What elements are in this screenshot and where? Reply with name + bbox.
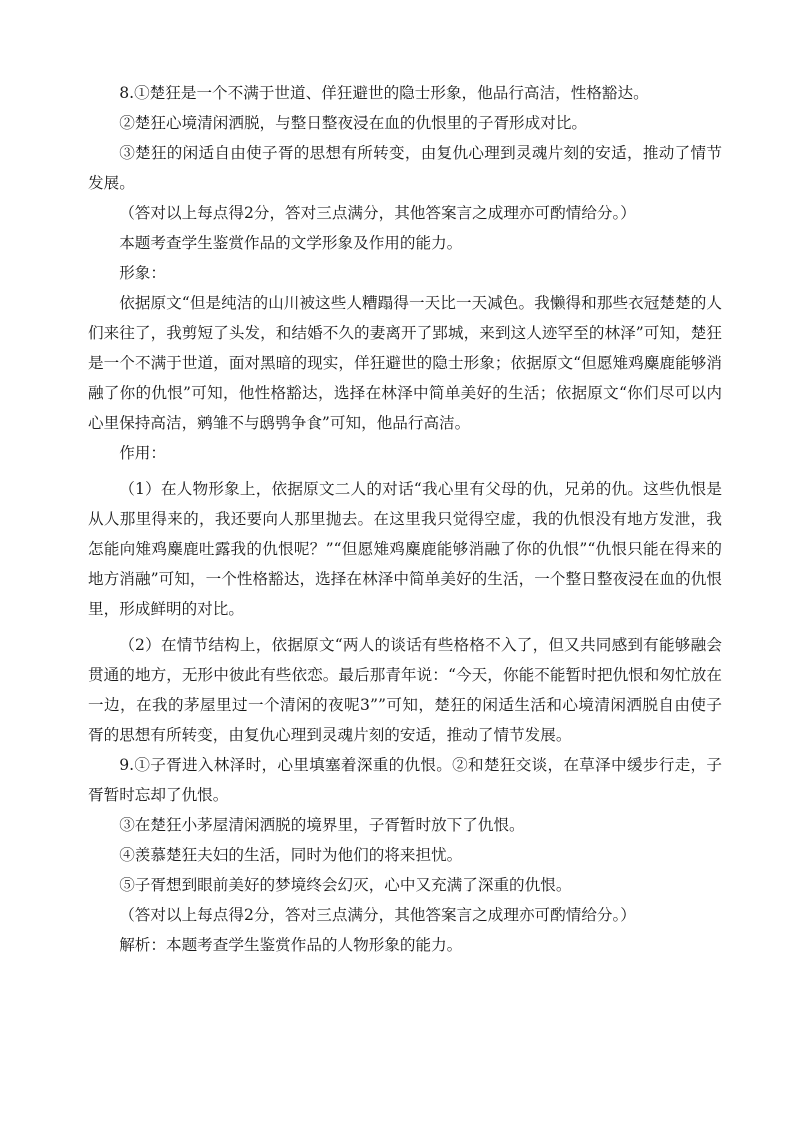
answer-9-point-5: ⑤子胥想到眼前美好的梦境终会幻灭，心中又充满了深重的仇恨。 [119,876,572,894]
analysis-9: 解析：本题考查学生鉴赏作品的人物形象的能力。 [119,936,463,954]
scoring-note: （答对以上每点得2分，答对三点满分，其他答案言之成理亦可酌情给分。） [119,204,636,222]
answer-8-point-1: 8.①楚狂是一个不满于世道、佯狂避世的隐士形象，他品行高洁，性格豁达。 [119,84,649,102]
answer-9-points-1-2: 9.①子胥进入林泽时，心里填塞着深重的仇恨。②和楚狂交谈，在草泽中缓步行走，子胥暂时忘却了仇恨。 [88,756,722,804]
answer-8-point-3: ③楚狂的闲适自由使子胥的思想有所转变，由复仇心理到灵魂片刻的安适，推动了情节发展。 [88,144,722,192]
scoring-note-9: （答对以上每点得2分，答对三点满分，其他答案言之成理亦可酌情给分。） [119,906,636,924]
section-heading-function: 作用： [119,444,166,462]
question-intent: 本题考查学生鉴赏作品的文学形象及作用的能力。 [119,234,463,252]
function-point-2: （2）在情节结构上，依据原文“两人的谈话有些格格不入了，但又共同感到有能够融会贯通的地方，无形中彼此有些依恋。最后那青年说：“今天，你能不能暂时把仇恨和匆忙放在一边，在我的茅屋里过一个清闲的夜呢3””可知，楚狂的闲适生活和心境清闲洒脱自由使子胥的思想有所转变，由复仇心理到灵魂片刻的安适，推动了情节发展。 [88,636,722,744]
answer-9-point-3: ③在楚狂小茅屋清闲洒脱的境界里，子胥暂时放下了仇恨。 [119,816,525,834]
answer-8-point-2: ②楚狂心境清闲洒脱，与整日整夜浸在血的仇恨里的子胥形成对比。 [119,114,588,132]
function-point-1: （1）在人物形象上，依据原文二人的对话“我心里有父母的仇，兄弟的仇。这些仇恨是从人那里得来的，我还要向人那里抛去。在这里我只觉得空虚，我的仇恨没有地方发泄，我怎能向雉鸡麋鹿吐露我的仇恨呢？”“但愿雉鸡麋鹿能够消融了你的仇恨”“仇恨只能在得来的地方消融”可知，一个性格豁达，选择在林泽中简单美好的生活，一个整日整夜浸在血的仇恨里，形成鲜明的对比。 [88,480,722,618]
image-analysis: 依据原文“但是纯洁的山川被这些人糟蹋得一天比一天减色。我懒得和那些衣冠楚楚的人们来往了，我剪短了头发，和结婚不久的妻离开了郢城，来到这人迹罕至的林泽”可知，楚狂是一个不满于世道，面对黑暗的现实，佯狂避世的隐士形象；依据原文“但愿雉鸡麋鹿能够消融了你的仇恨”可知，他性格豁达，选择在林泽中简单美好的生活；依据原文“你们尽可以内心里保持高洁，鹓雏不与鸱鸮争食”可知，他品行高洁。 [88,294,722,432]
answer-9-point-4: ④羡慕楚狂夫妇的生活，同时为他们的将来担忧。 [119,846,463,864]
answer-text [88,78,722,960]
section-heading-image: 形象： [119,264,166,282]
